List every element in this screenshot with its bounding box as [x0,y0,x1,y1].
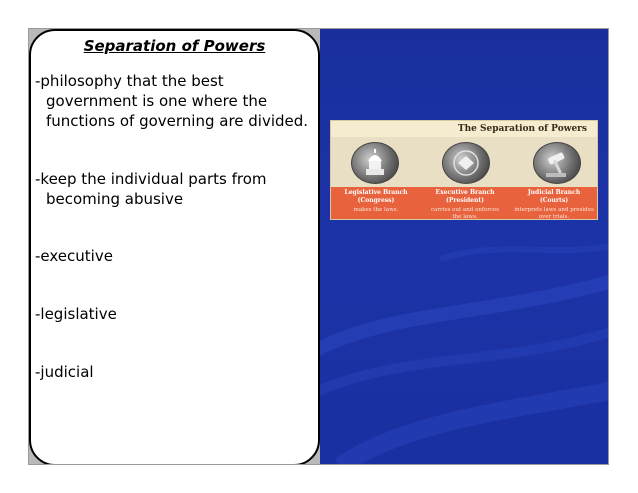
bullet-judicial [35,362,94,382]
figure-title: The Separation of Powers [457,124,587,134]
bullet-line: -judicial [35,363,94,381]
branch-sub: (Courts) [539,197,569,204]
gavel-icon [533,142,581,184]
branch-name: Judicial Branch [527,189,581,196]
bullet-philosophy [35,71,308,131]
branch-desc [511,207,597,220]
judicial-branch [511,187,597,220]
bullet-line: -keep the individual parts from [35,170,267,188]
background-swirl [320,29,609,465]
branch-name: Executive Branch [435,189,495,196]
capitol-icon [351,142,399,184]
bullet-line: -philosophy that the best [35,72,224,90]
legislative-branch [333,187,419,220]
bullet-line: -executive [35,247,113,265]
presidential-seal-icon [442,142,490,184]
bullet-line: functions of governing are divided. [46,112,309,130]
branch-sub: (President) [446,197,484,204]
bullet-line: becoming abusive [46,190,184,208]
branch-desc [422,207,508,220]
bullet-legislative [35,304,117,324]
slide-title: Separation of Powers [83,37,266,55]
separation-of-powers-figure [330,120,598,220]
slide [28,28,609,465]
branch-desc-line: interprets laws and presides [514,207,594,213]
executive-branch [422,187,508,220]
branch-desc-line: carries out and enforces [430,207,500,213]
branch-desc-line: over trials. [538,214,570,220]
bullet-abusive [35,169,267,209]
bullet-executive [35,246,113,266]
bullet-line: government is one where the [46,92,268,110]
branch-desc-line: the laws. [452,214,478,220]
bullet-line: -legislative [35,305,117,323]
branch-desc: makes the laws. [353,207,399,213]
branch-name: Legislative Branch [344,189,408,196]
notes-panel [29,29,320,465]
branch-row [331,187,597,220]
branch-sub: (Congress) [357,197,395,204]
